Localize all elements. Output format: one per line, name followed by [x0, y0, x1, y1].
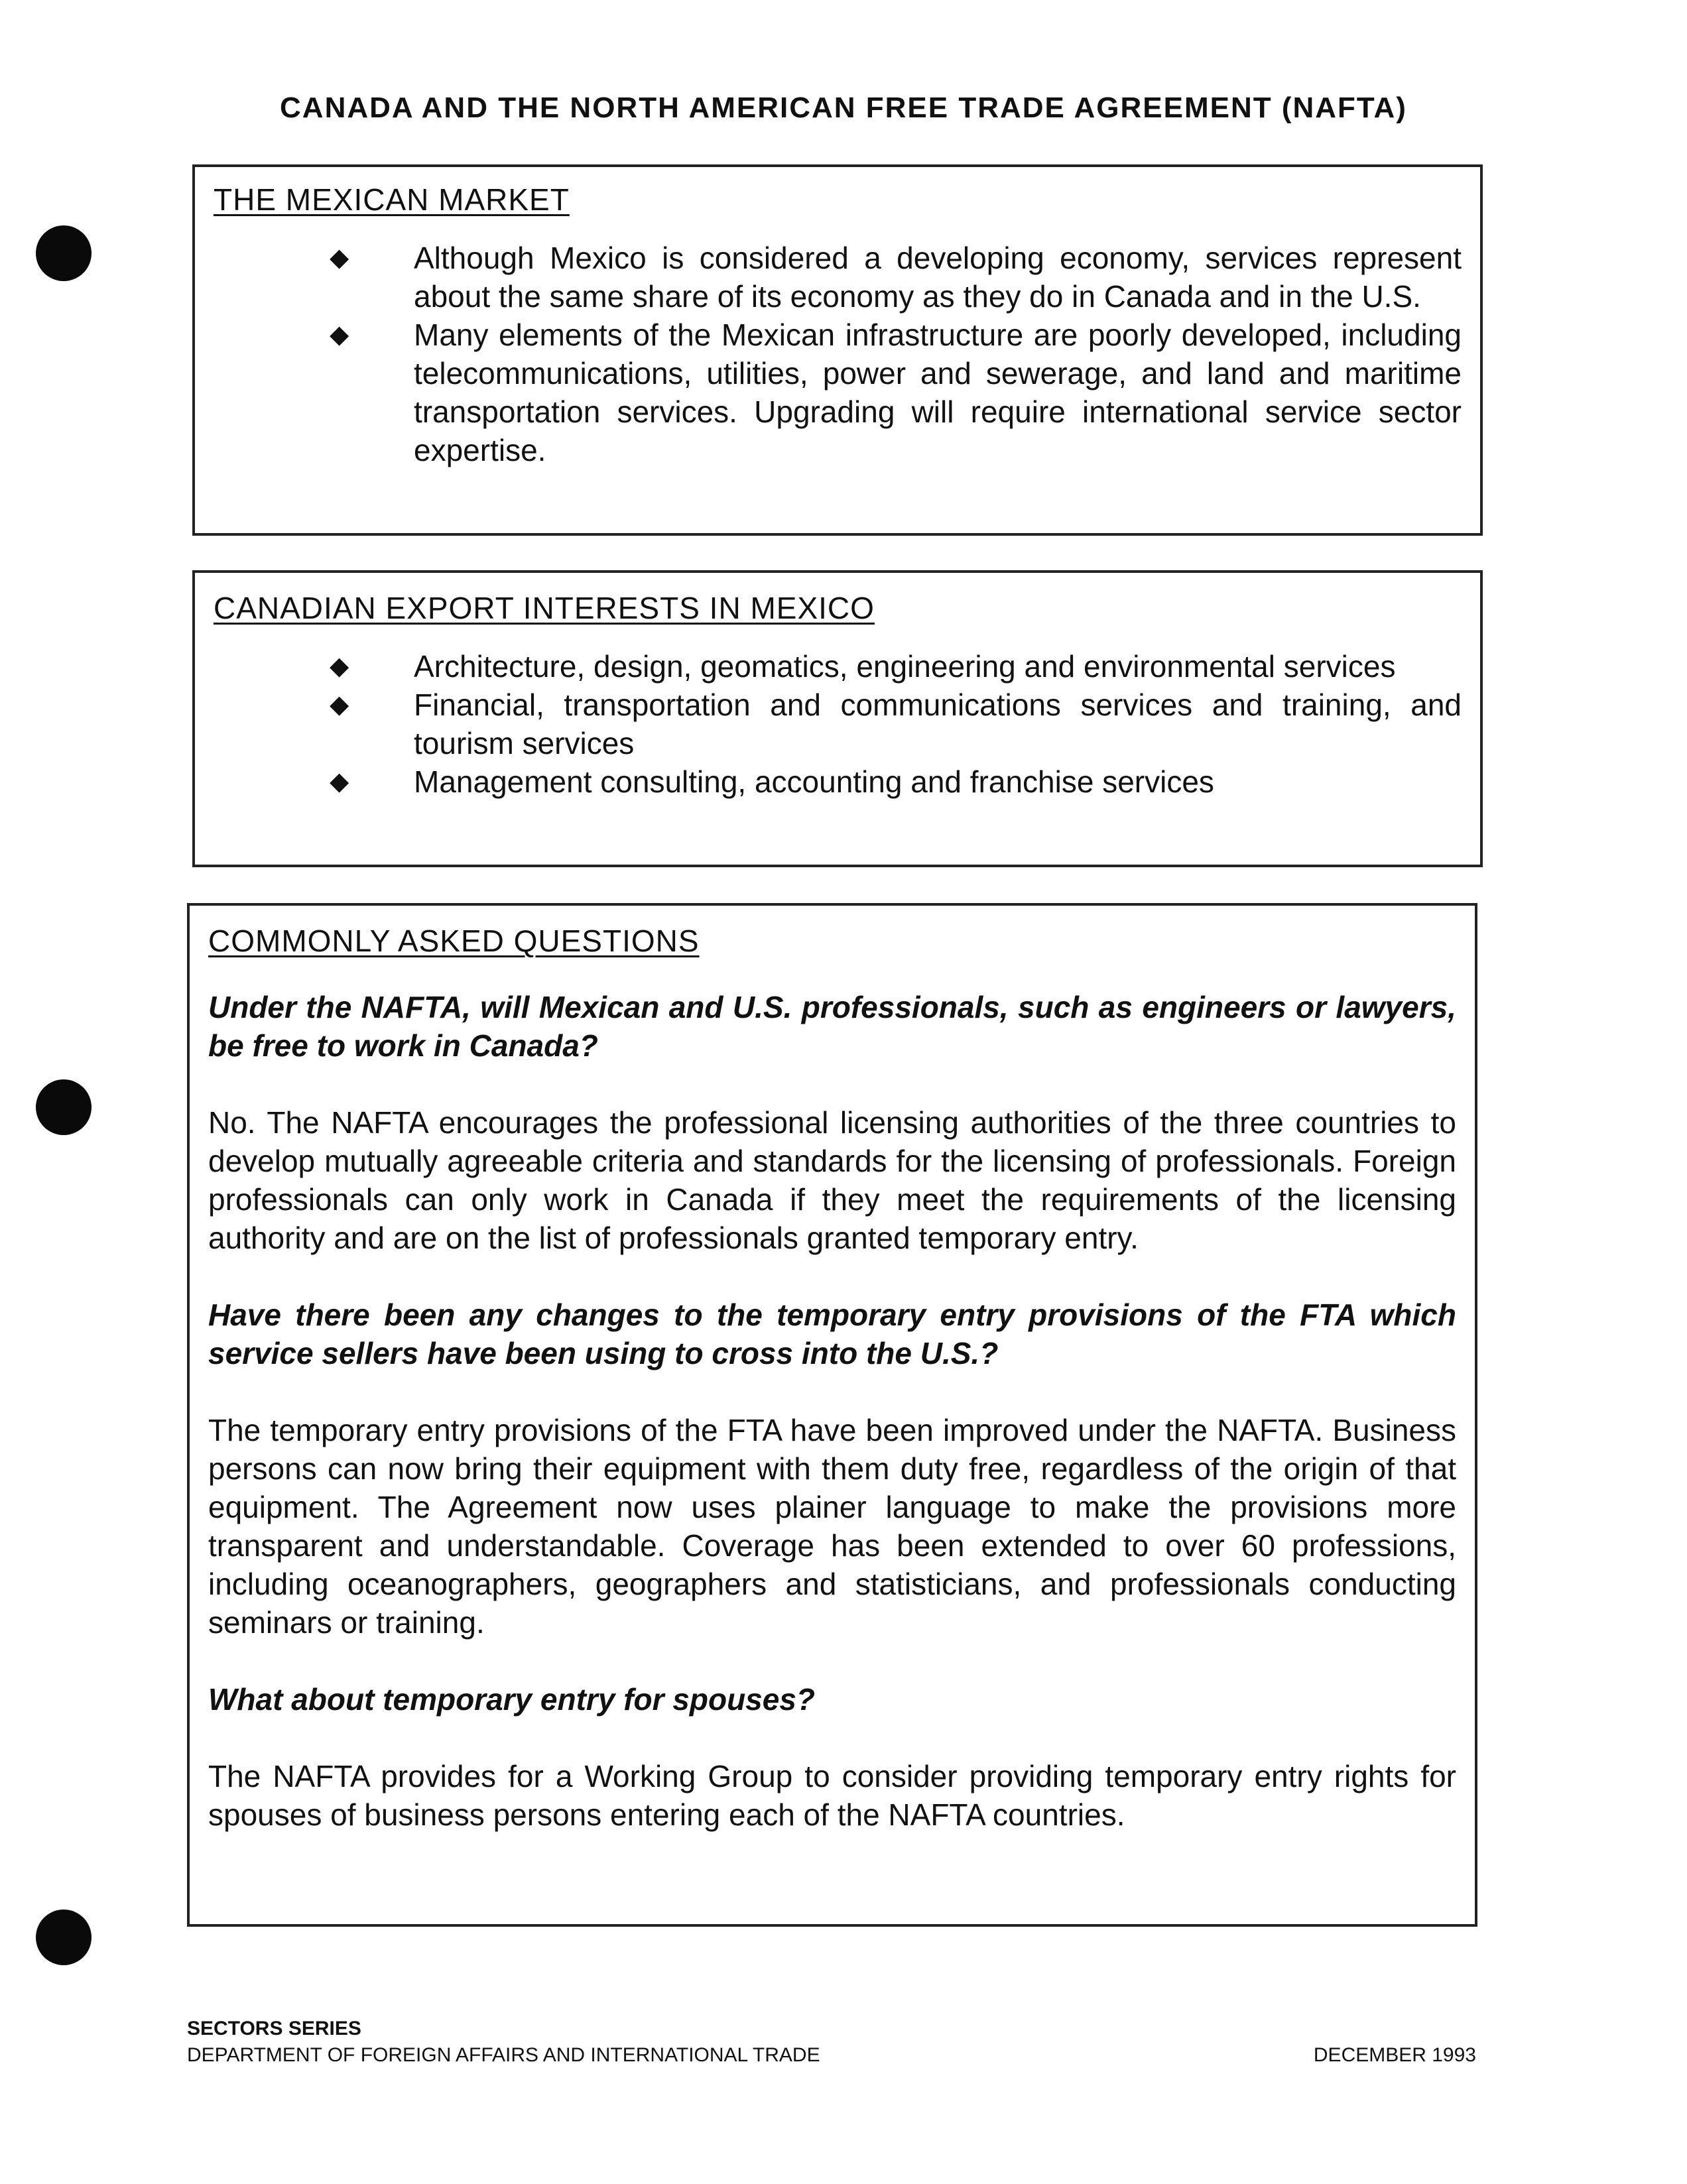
bullet-text: Many elements of the Mexican infrastructure are poorly developed, including telecommunications, utilities, power and sewerage, and land and maritime transportation services. Upgrading will require international service sector expertise.	[414, 318, 1462, 467]
answer-2: The temporary entry provisions of the FTA have been improved under the NAFTA. Business persons can now bring their equipment with them duty free, regardless of the origin of that equipment. The Agreement now uses plainer language to make the provisions more transparent and understandable. Coverage has been extended to over 60 professions, including oceanographers, geographers and statisticians, and professionals conducting seminars or training.	[208, 1413, 1456, 1640]
mexican-market-list	[214, 239, 1462, 469]
mexican-market-heading: THE MEXICAN MARKET	[214, 182, 570, 217]
export-interests-box	[192, 570, 1483, 867]
mexican-market-box	[192, 164, 1483, 536]
question-1: Under the NAFTA, will Mexican and U.S. professionals, such as engineers or lawyers, be free to work in Canada?	[208, 990, 1456, 1063]
export-interests-list	[214, 647, 1462, 801]
diamond-bullet-icon: ◆	[330, 652, 349, 680]
bullet-text: Management consulting, accounting and franchise services	[414, 764, 1214, 799]
footer-date: DECEMBER 1993	[1313, 2044, 1476, 2066]
binder-hole-middle	[36, 1079, 92, 1135]
questions-heading: COMMONLY ASKED QUESTIONS	[208, 924, 700, 958]
diamond-bullet-icon: ◆	[330, 321, 349, 349]
diamond-bullet-icon: ◆	[330, 244, 349, 272]
bullet-text: Architecture, design, geomatics, engineering and environmental services	[414, 649, 1396, 684]
document-title: CANADA AND THE NORTH AMERICAN FREE TRADE AGREEMENT (NAFTA)	[280, 91, 1407, 124]
answer-3: The NAFTA provides for a Working Group to consider providing temporary entry rights for spouses of business persons entering each of the NAFTA countries.	[208, 1759, 1456, 1832]
export-interests-heading: CANADIAN EXPORT INTERESTS IN MEXICO	[214, 591, 875, 625]
list-item	[214, 762, 1462, 801]
binder-hole-bottom	[36, 1910, 92, 1965]
answer-1: No. The NAFTA encourages the professional licensing authorities of the three countries to develop mutually agreeable criteria and standards for the licensing of professionals. Foreign professionals can only work in Canada if they meet the requirements of the licensing authority and are on the list of professionals granted temporary entry.	[208, 1105, 1456, 1255]
list-item	[214, 316, 1462, 469]
diamond-bullet-icon: ◆	[330, 768, 349, 796]
list-item	[214, 239, 1462, 316]
bullet-text: Financial, transportation and communications services and training, and tourism services	[414, 688, 1462, 760]
footer-series: SECTORS SERIES	[187, 2018, 361, 2039]
bullet-text: Although Mexico is considered a developing economy, services represent about the same share of its economy as they do in Canada and in the U.S.	[414, 241, 1462, 314]
list-item	[214, 647, 1462, 686]
question-2: Have there been any changes to the temporary entry provisions of the FTA which service sellers have been using to cross into the U.S.?	[208, 1298, 1456, 1370]
diamond-bullet-icon: ◆	[330, 691, 349, 719]
questions-box	[187, 903, 1477, 1927]
binder-hole-top	[36, 225, 92, 281]
footer-department: DEPARTMENT OF FOREIGN AFFAIRS AND INTERNATIONAL TRADE	[187, 2044, 820, 2066]
list-item	[214, 686, 1462, 762]
question-3: What about temporary entry for spouses?	[208, 1682, 816, 1717]
